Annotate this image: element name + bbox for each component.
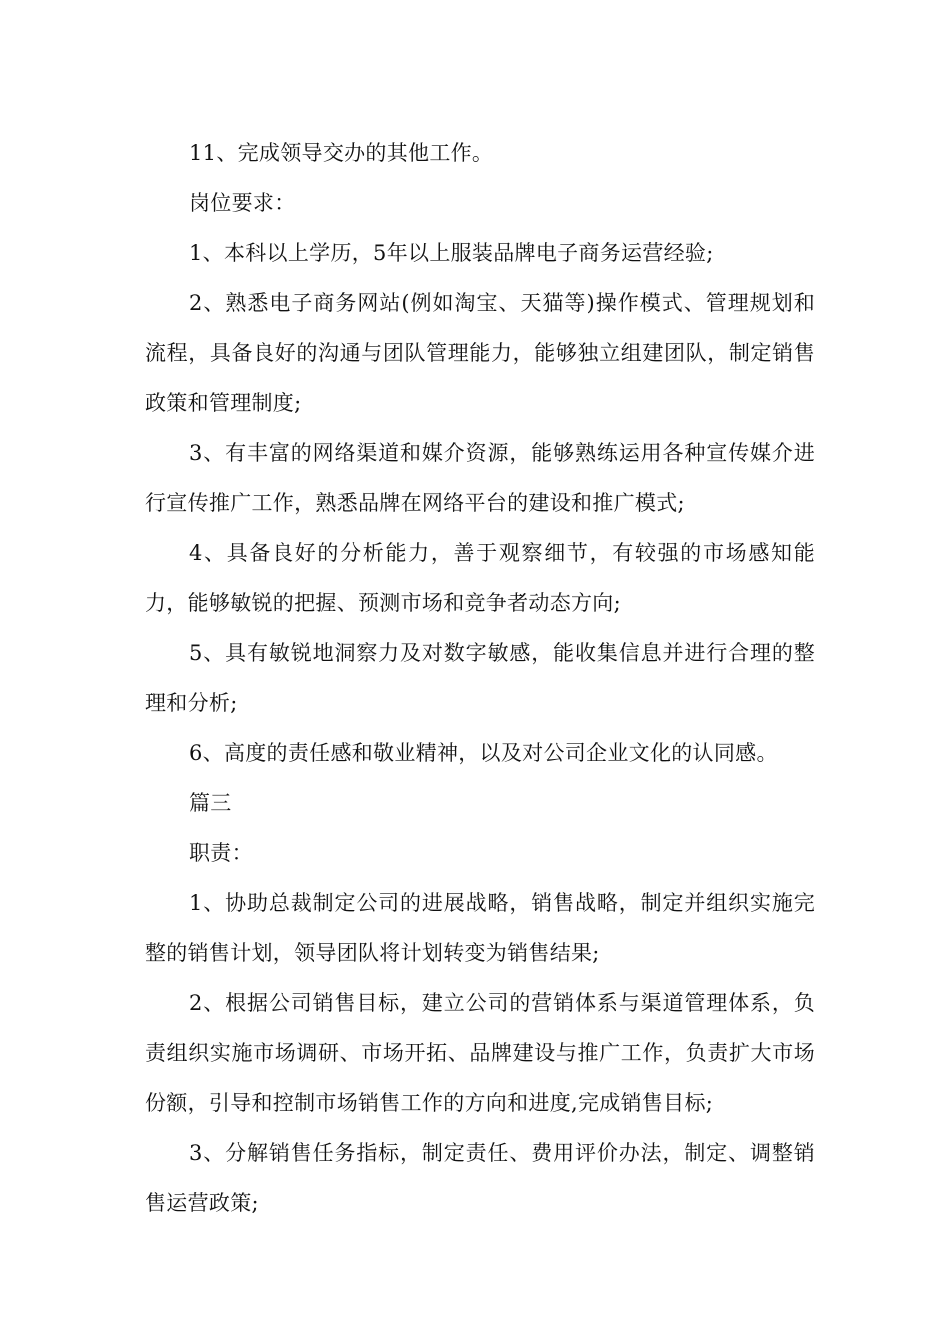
paragraph-requirement-2: 2、熟悉电子商务网站(例如淘宝、天猫等)操作模式、管理规划和流程，具备良好的沟通与团队管理能力，能够独立组建团队，制定销售政策和管理制度; [145, 291, 815, 415]
paragraph-task-11: 11、完成领导交办的其他工作。 [189, 141, 494, 165]
paragraph-requirement-4: 4、具备良好的分析能力，善于观察细节，有较强的市场感知能力，能够敏锐的把握、预测市场和竞争者动态方向; [145, 541, 815, 615]
document-body [145, 128, 815, 1228]
section-heading-part-three: 篇三 [189, 791, 232, 815]
paragraph-requirement-5: 5、具有敏锐地洞察力及对数字敏感，能收集信息并进行合理的整理和分析; [145, 641, 815, 715]
paragraph-responsibility-1: 1、协助总裁制定公司的进展战略，销售战略，制定并组织实施完整的销售计划，领导团队将计划转变为销售结果; [145, 891, 815, 965]
paragraph-requirement-1: 1、本科以上学历，5年以上服装品牌电子商务运营经验; [189, 241, 714, 265]
paragraph-responsibility-3: 3、分解销售任务指标，制定责任、费用评价办法，制定、调整销售运营政策; [145, 1141, 815, 1215]
paragraph-requirement-6: 6、高度的责任感和敬业精神，以及对公司企业文化的认同感。 [189, 741, 778, 765]
paragraph-responsibility-2: 2、根据公司销售目标，建立公司的营销体系与渠道管理体系，负责组织实施市场调研、市场开拓、品牌建设与推广工作，负责扩大市场份额，引导和控制市场销售工作的方向和进度,完成销售目标; [145, 991, 815, 1115]
heading-job-requirements: 岗位要求： [189, 191, 296, 215]
heading-responsibilities: 职责： [189, 841, 253, 865]
paragraph-requirement-3: 3、有丰富的网络渠道和媒介资源，能够熟练运用各种宣传媒介进行宣传推广工作，熟悉品牌在网络平台的建设和推广模式; [145, 441, 815, 515]
